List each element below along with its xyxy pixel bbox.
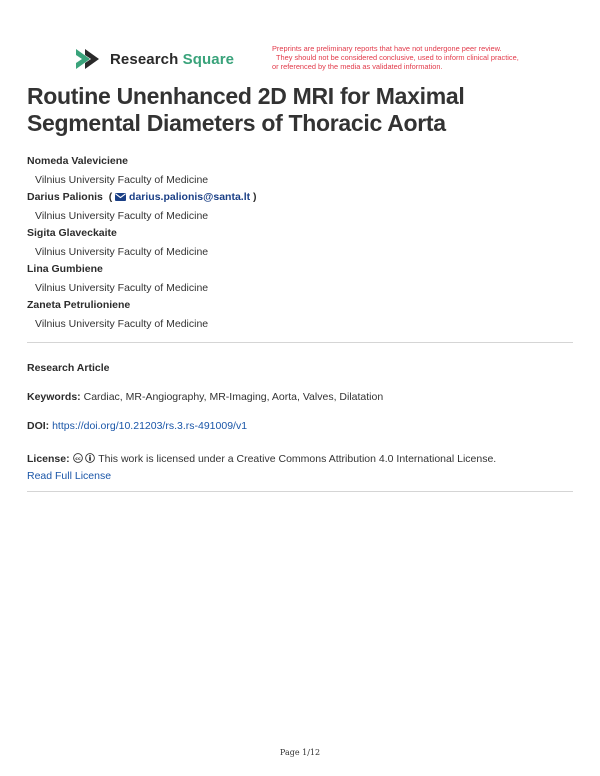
author-affiliation: Vilnius University Faculty of Medicine [35,282,209,294]
article-type: Research Article [27,362,110,374]
author-affiliation: Vilnius University Faculty of Medicine [35,210,209,222]
license-text: This work is licensed under a Creative Commons Attribution 4.0 International License. [98,453,497,465]
creative-commons-icon [73,453,83,463]
author-entry [27,189,567,225]
disclaimer-line-3: or referenced by the media as validated information. [272,62,443,71]
svg-text:cc: cc [74,456,81,462]
doi-link[interactable]: https://doi.org/10.21203/rs.3.rs-491009/v1 [52,420,248,432]
author-name: Zaneta Petrulioniene [27,299,131,311]
author-affiliation: Vilnius University Faculty of Medicine [35,318,209,330]
author-entry [27,297,567,333]
author-affiliation: Vilnius University Faculty of Medicine [35,246,209,258]
author-affiliation: Vilnius University Faculty of Medicine [35,174,209,186]
paper-title: Routine Unenhanced 2D MRI for Maximal Segmental Diameters of Thoracic Aorta [27,83,465,136]
author-name: Darius Palionis [27,191,103,203]
research-square-logo-icon [76,47,104,71]
author-name: Sigita Glaveckaite [27,227,117,239]
author-entry [27,153,567,189]
author-name: Lina Gumbiene [27,263,103,275]
keywords-value: Cardiac, MR-Angiography, MR-Imaging, Aorta, Valves, Dilatation [83,391,384,403]
author-email-link[interactable]: darius.palionis@santa.lt [129,191,251,203]
research-square-logo[interactable] [76,47,234,71]
disclaimer-line-2: They should not be considered conclusive, used to inform clinical practice, [276,53,519,62]
divider [27,491,573,492]
author-entry [27,225,567,261]
doi-line [27,420,247,432]
divider [27,342,573,343]
author-name-row: Darius Palionis ( darius.palionis@santa.lt ) [27,191,257,203]
author-entry [27,261,567,297]
author-name: Nomeda Valeviciene [27,155,128,167]
logo-text: Research Square [110,50,235,68]
read-full-license-link[interactable]: Read Full License [27,470,112,482]
license-label: License: [27,453,70,465]
doi-label: DOI: [27,420,50,432]
attribution-icon [85,453,95,463]
keywords-label: Keywords: [27,391,81,403]
keywords-line [27,391,383,403]
envelope-icon [115,193,126,201]
disclaimer-line-1: Preprints are preliminary reports that have not undergone peer review. [272,44,502,53]
author-list [27,153,567,333]
preprint-disclaimer [272,44,542,71]
page-number: Page 1/12 [279,748,321,757]
license-block [27,451,567,485]
